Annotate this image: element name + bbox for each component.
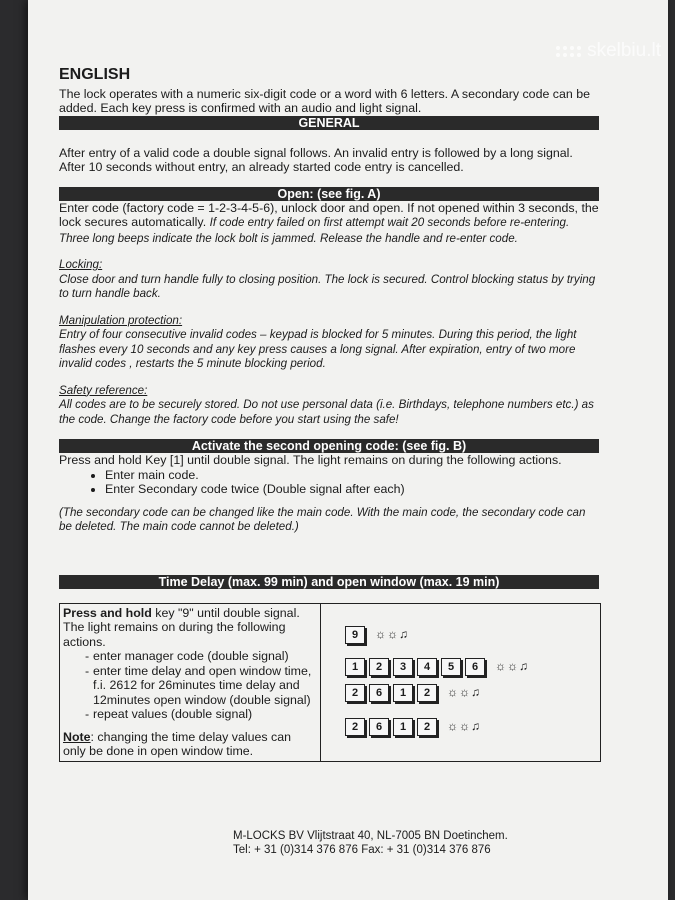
key-icon: 1 (345, 658, 365, 676)
key-icon: 9 (345, 626, 365, 644)
signal-icon: ☼☼♫ (447, 685, 481, 700)
second-code-text: Press and hold Key [1] until double signal. The light remains on during the following actions. (59, 453, 562, 467)
td-step: - repeat values (double signal) (85, 707, 253, 721)
manipulation-text: Entry of four consecutive invalid codes – keypad is blocked for 5 minutes. During this period, the light flashes every 10 seconds and any key press causes a long signal. After expiration, entry of two more invalid codes , restarts the 5 minute blocking period. (59, 328, 577, 370)
second-code-steps (59, 468, 599, 497)
second-code-header: Activate the second opening code: (see fig. B) (59, 439, 599, 453)
key-row (345, 622, 600, 648)
locking-text: Close door and turn handle fully to closing position. The lock is secured. Control blocking status by trying to turn handle back. (59, 272, 596, 300)
manipulation-title: Manipulation protection: (59, 313, 183, 327)
open-header: Open: (see fig. A) (59, 187, 599, 201)
key-icon: 2 (369, 658, 389, 676)
company-address: M-LOCKS BV Vlijtstraat 40, NL-7005 BN Doetinchem. (233, 830, 508, 842)
key-icon: 4 (417, 658, 437, 676)
key-row (345, 714, 600, 740)
language-heading: ENGLISH (59, 66, 131, 83)
safety-title: Safety reference: (59, 383, 148, 397)
watermark (556, 40, 661, 62)
step-item: • Enter Secondary code twice (Double signal after each) (105, 482, 599, 497)
locking-title: Locking: (59, 258, 103, 271)
time-delay-intro: Press and hold key "9" until double signal. The light remains on during the following actions. (63, 605, 300, 649)
key-icon: 5 (441, 658, 461, 676)
key-icon: 3 (393, 658, 413, 676)
signal-icon: ☼☼♫ (375, 627, 409, 642)
signal-icon: ☼☼♫ (495, 659, 529, 674)
open-text: Enter code (factory code = 1-2-3-4-5-6), unlock door and open. If not opened within 3 seconds, the lock secures automatically. If code entry failed on first attempt wait 20 seconds before re-entering. Three long beeps indicate the lock bolt is jammed. Release the handle and re-enter code. (59, 200, 599, 245)
sheet-content (59, 68, 599, 762)
watermark-text: skelbiu.lt (587, 40, 661, 61)
key-icon: 1 (393, 684, 413, 702)
watermark-logo-icon (556, 46, 581, 57)
key-icon: 6 (465, 658, 485, 676)
time-delay-instructions (60, 603, 321, 761)
td-step: - enter time delay and open window time, f.i. 2612 for 26minutes time delay and 12minutes open window (double signal) (85, 663, 312, 707)
key-icon: 6 (369, 684, 389, 702)
key-icon: 1 (393, 718, 413, 736)
safety-text: All codes are to be securely stored. Do not use personal data (i.e. Birthdays, telephone numbers etc.) as the code. Change the factory code before you start using the safe! (59, 398, 594, 426)
time-delay-header: Time Delay (max. 99 min) and open window (max. 19 min) (59, 575, 599, 589)
company-footer (233, 829, 508, 857)
general-text: After entry of a valid code a double signal follows. An invalid entry is followed by a long signal. After 10 seconds without entry, an already started code entry is cancelled. (59, 145, 573, 174)
key-row (345, 654, 600, 680)
time-delay-note: Note: changing the time delay values can only be done in open window time. (63, 729, 291, 758)
key-icon: 2 (345, 684, 365, 702)
key-icon: 2 (417, 684, 437, 702)
signal-icon: ☼☼♫ (447, 719, 481, 734)
company-phone: Tel: + 31 (0)314 376 876 Fax: + 31 (0)314 376 876 (233, 844, 491, 856)
instruction-sheet (28, 0, 668, 900)
intro-text: The lock operates with a numeric six-digit code or a word with 6 letters. A secondary code can be added. Each key press is confirmed with an audio and light signal. (59, 86, 590, 115)
keypad-figure (321, 603, 601, 761)
key-row (345, 680, 600, 706)
time-delay-table (59, 603, 601, 762)
step-item: • Enter main code. (105, 468, 599, 483)
key-icon: 2 (417, 718, 437, 736)
general-header: GENERAL (59, 116, 599, 130)
key-icon: 2 (345, 718, 365, 736)
second-code-note: (The secondary code can be changed like the main code. With the main code, the secondary code can be deleted. The main code cannot be deleted.) (59, 505, 586, 533)
td-step: - enter manager code (double signal) (85, 649, 289, 663)
key-icon: 6 (369, 718, 389, 736)
